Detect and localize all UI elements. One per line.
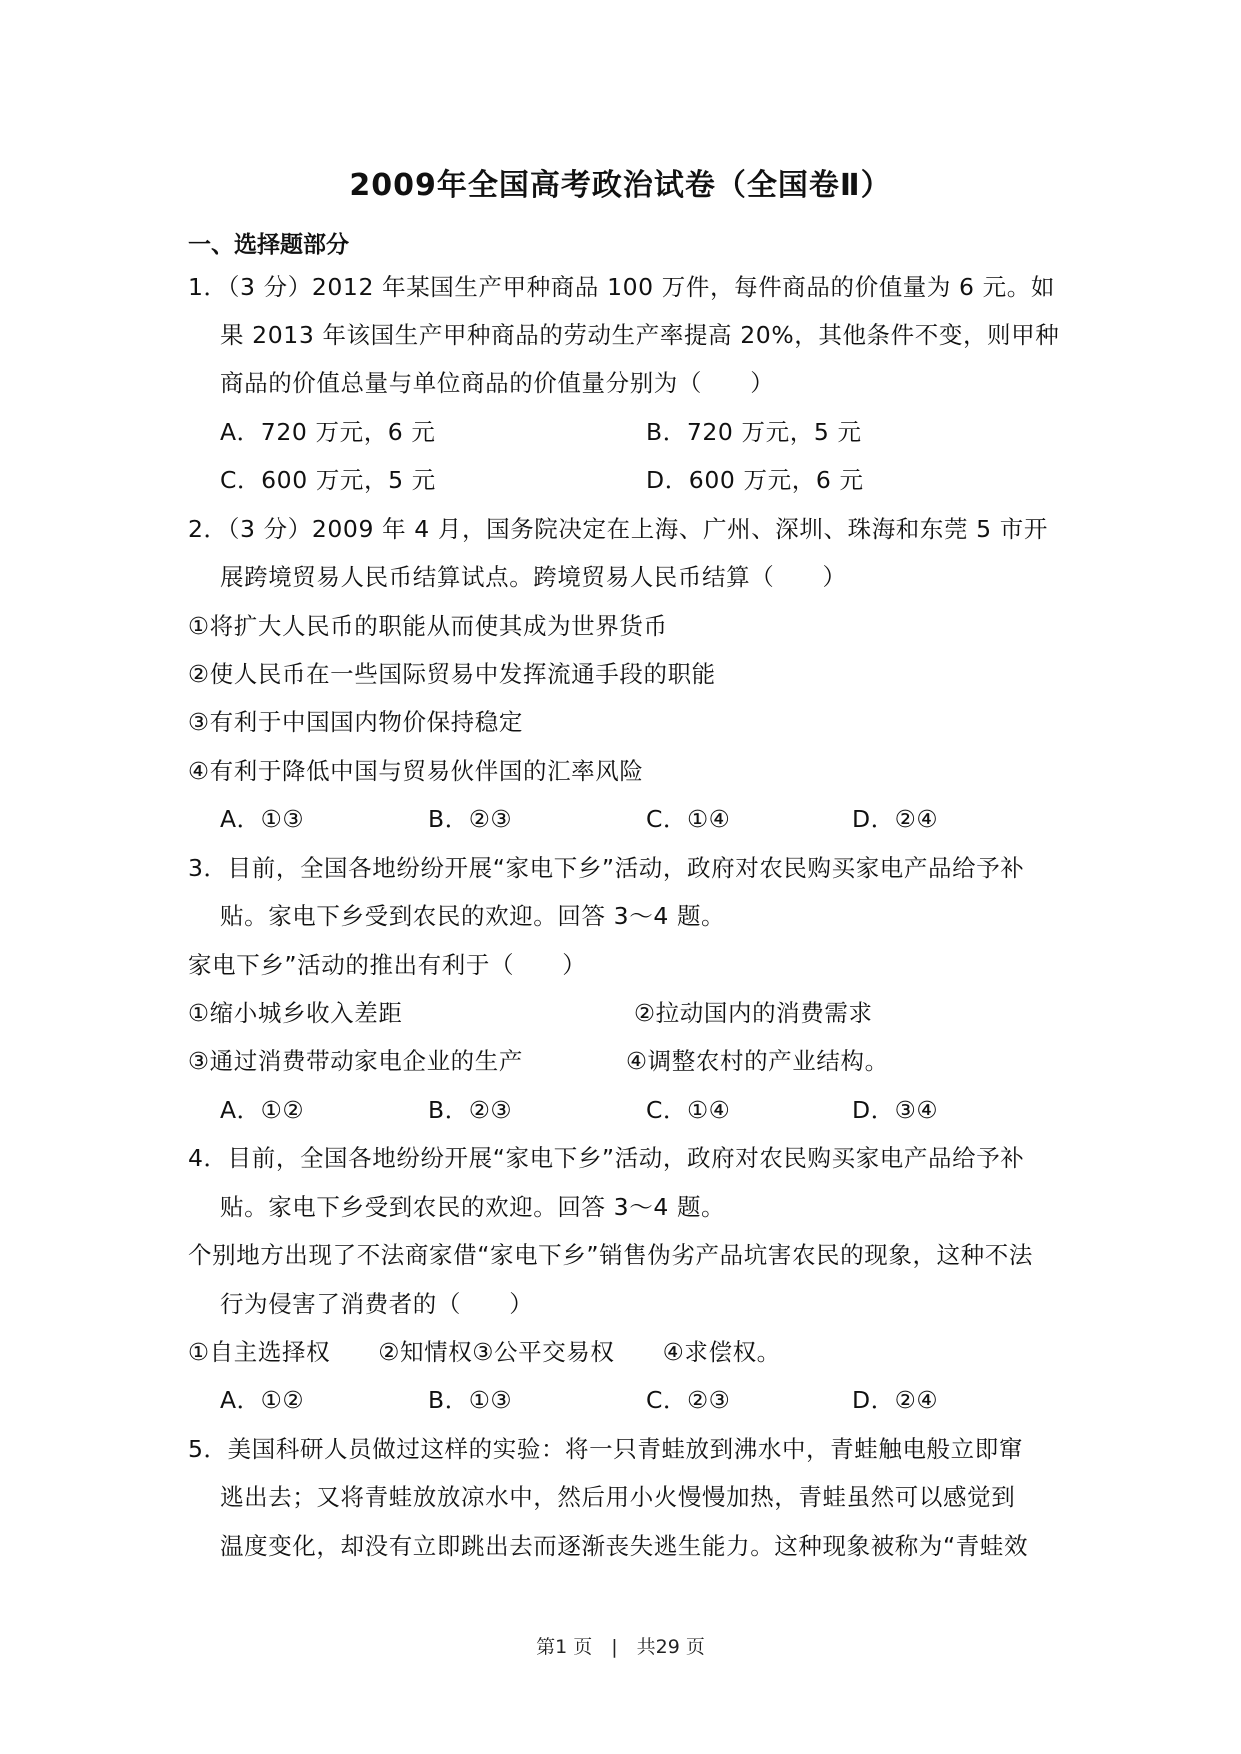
q1-line-3: 商品的价值总量与单位商品的价值量分别为（ ） [220,369,775,397]
q1-option-c: C．600 万元，5 元 [220,466,436,494]
q3-line-1: 3．目前，全国各地纷纷开展“家电下乡”活动，政府对农民购买家电产品给予补 [188,854,1025,882]
q2-option-a: A．①③ [220,805,305,833]
page-footer: 第1 页 | 共29 页 [536,1636,705,1658]
q2-option-b: B．②③ [428,805,513,833]
page-title: 2009年全国高考政治试卷（全国卷Ⅱ） [349,168,892,203]
q1-line-2: 果 2013 年该国生产甲种商品的劳动生产率提高 20%，其他条件不变，则甲种 [220,321,1060,349]
q2-option-c: C．①④ [646,805,731,833]
q3-option-a: A．①② [220,1096,305,1124]
q4-line-1: 4．目前，全国各地纷纷开展“家电下乡”活动，政府对农民购买家电产品给予补 [188,1144,1025,1172]
section-heading: 一、选择题部分 [188,232,349,258]
q5-line-2: 逃出去；又将青蛙放放凉水中，然后用小火慢慢加热，青蛙虽然可以感觉到 [220,1483,1016,1511]
q3-option-c: C．①④ [646,1096,731,1124]
q3-line-3: 家电下乡”活动的推出有利于（ ） [188,951,587,979]
q3-statement-3: ③通过消费带动家电企业的生产 [188,1047,523,1075]
q5-line-3: 温度变化，却没有立即跳出去而逐渐丧失逃生能力。这种现象被称为“青蛙效 [220,1532,1029,1560]
q4-option-c: C．②③ [646,1386,731,1414]
q2-statement-1: ①将扩大人民币的职能从而使其成为世界货币 [188,612,668,640]
q3-statement-4: ④调整农村的产业结构。 [626,1047,889,1075]
q4-option-b: B．①③ [428,1386,513,1414]
q4-line-4: 行为侵害了消费者的（ ） [220,1290,534,1318]
q4-statements: ①自主选择权 ②知情权③公平交易权 ④求偿权。 [188,1338,781,1366]
q1-option-a: A．720 万元，6 元 [220,418,436,446]
q2-statement-2: ②使人民币在一些国际贸易中发挥流通手段的职能 [188,660,716,688]
q2-line-2: 展跨境贸易人民币结算试点。跨境贸易人民币结算（ ） [220,563,847,591]
q4-option-d: D．②④ [852,1386,939,1414]
q1-option-b: B．720 万元，5 元 [646,418,862,446]
q3-option-d: D．③④ [852,1096,939,1124]
q3-statement-1: ①缩小城乡收入差距 [188,999,403,1027]
q2-statement-3: ③有利于中国国内物价保持稳定 [188,708,523,736]
q3-statement-2: ②拉动国内的消费需求 [634,999,873,1027]
q2-option-d: D．②④ [852,805,939,833]
q4-line-2: 贴。家电下乡受到农民的欢迎。回答 3﻿～4 题。 [220,1193,726,1221]
q4-line-3: 个别地方出现了不法商家借“家电下乡”销售伪劣产品坑害农民的现象，这种不法 [188,1241,1033,1269]
q3-option-b: B．②③ [428,1096,513,1124]
q4-option-a: A．①② [220,1386,305,1414]
q1-line-1: 1．（3 分）2012 年某国生产甲种商品 100 万件，每件商品的价值量为 6 元。如 [188,273,1055,301]
q5-line-1: 5．美国科研人员做过这样的实验：将一只青蛙放到沸水中，青蛙触电般立即窜 [188,1435,1023,1463]
q2-statement-4: ④有利于降低中国与贸易伙伴国的汇率风险 [188,757,644,785]
q2-line-1: 2．（3 分）2009 年 4 月，国务院决定在上海、广州、深圳、珠海和东莞 5 市开 [188,515,1048,543]
q1-option-d: D．600 万元，6 元 [646,466,864,494]
q3-line-2: 贴。家电下乡受到农民的欢迎。回答 3﻿～4 题。 [220,902,726,930]
